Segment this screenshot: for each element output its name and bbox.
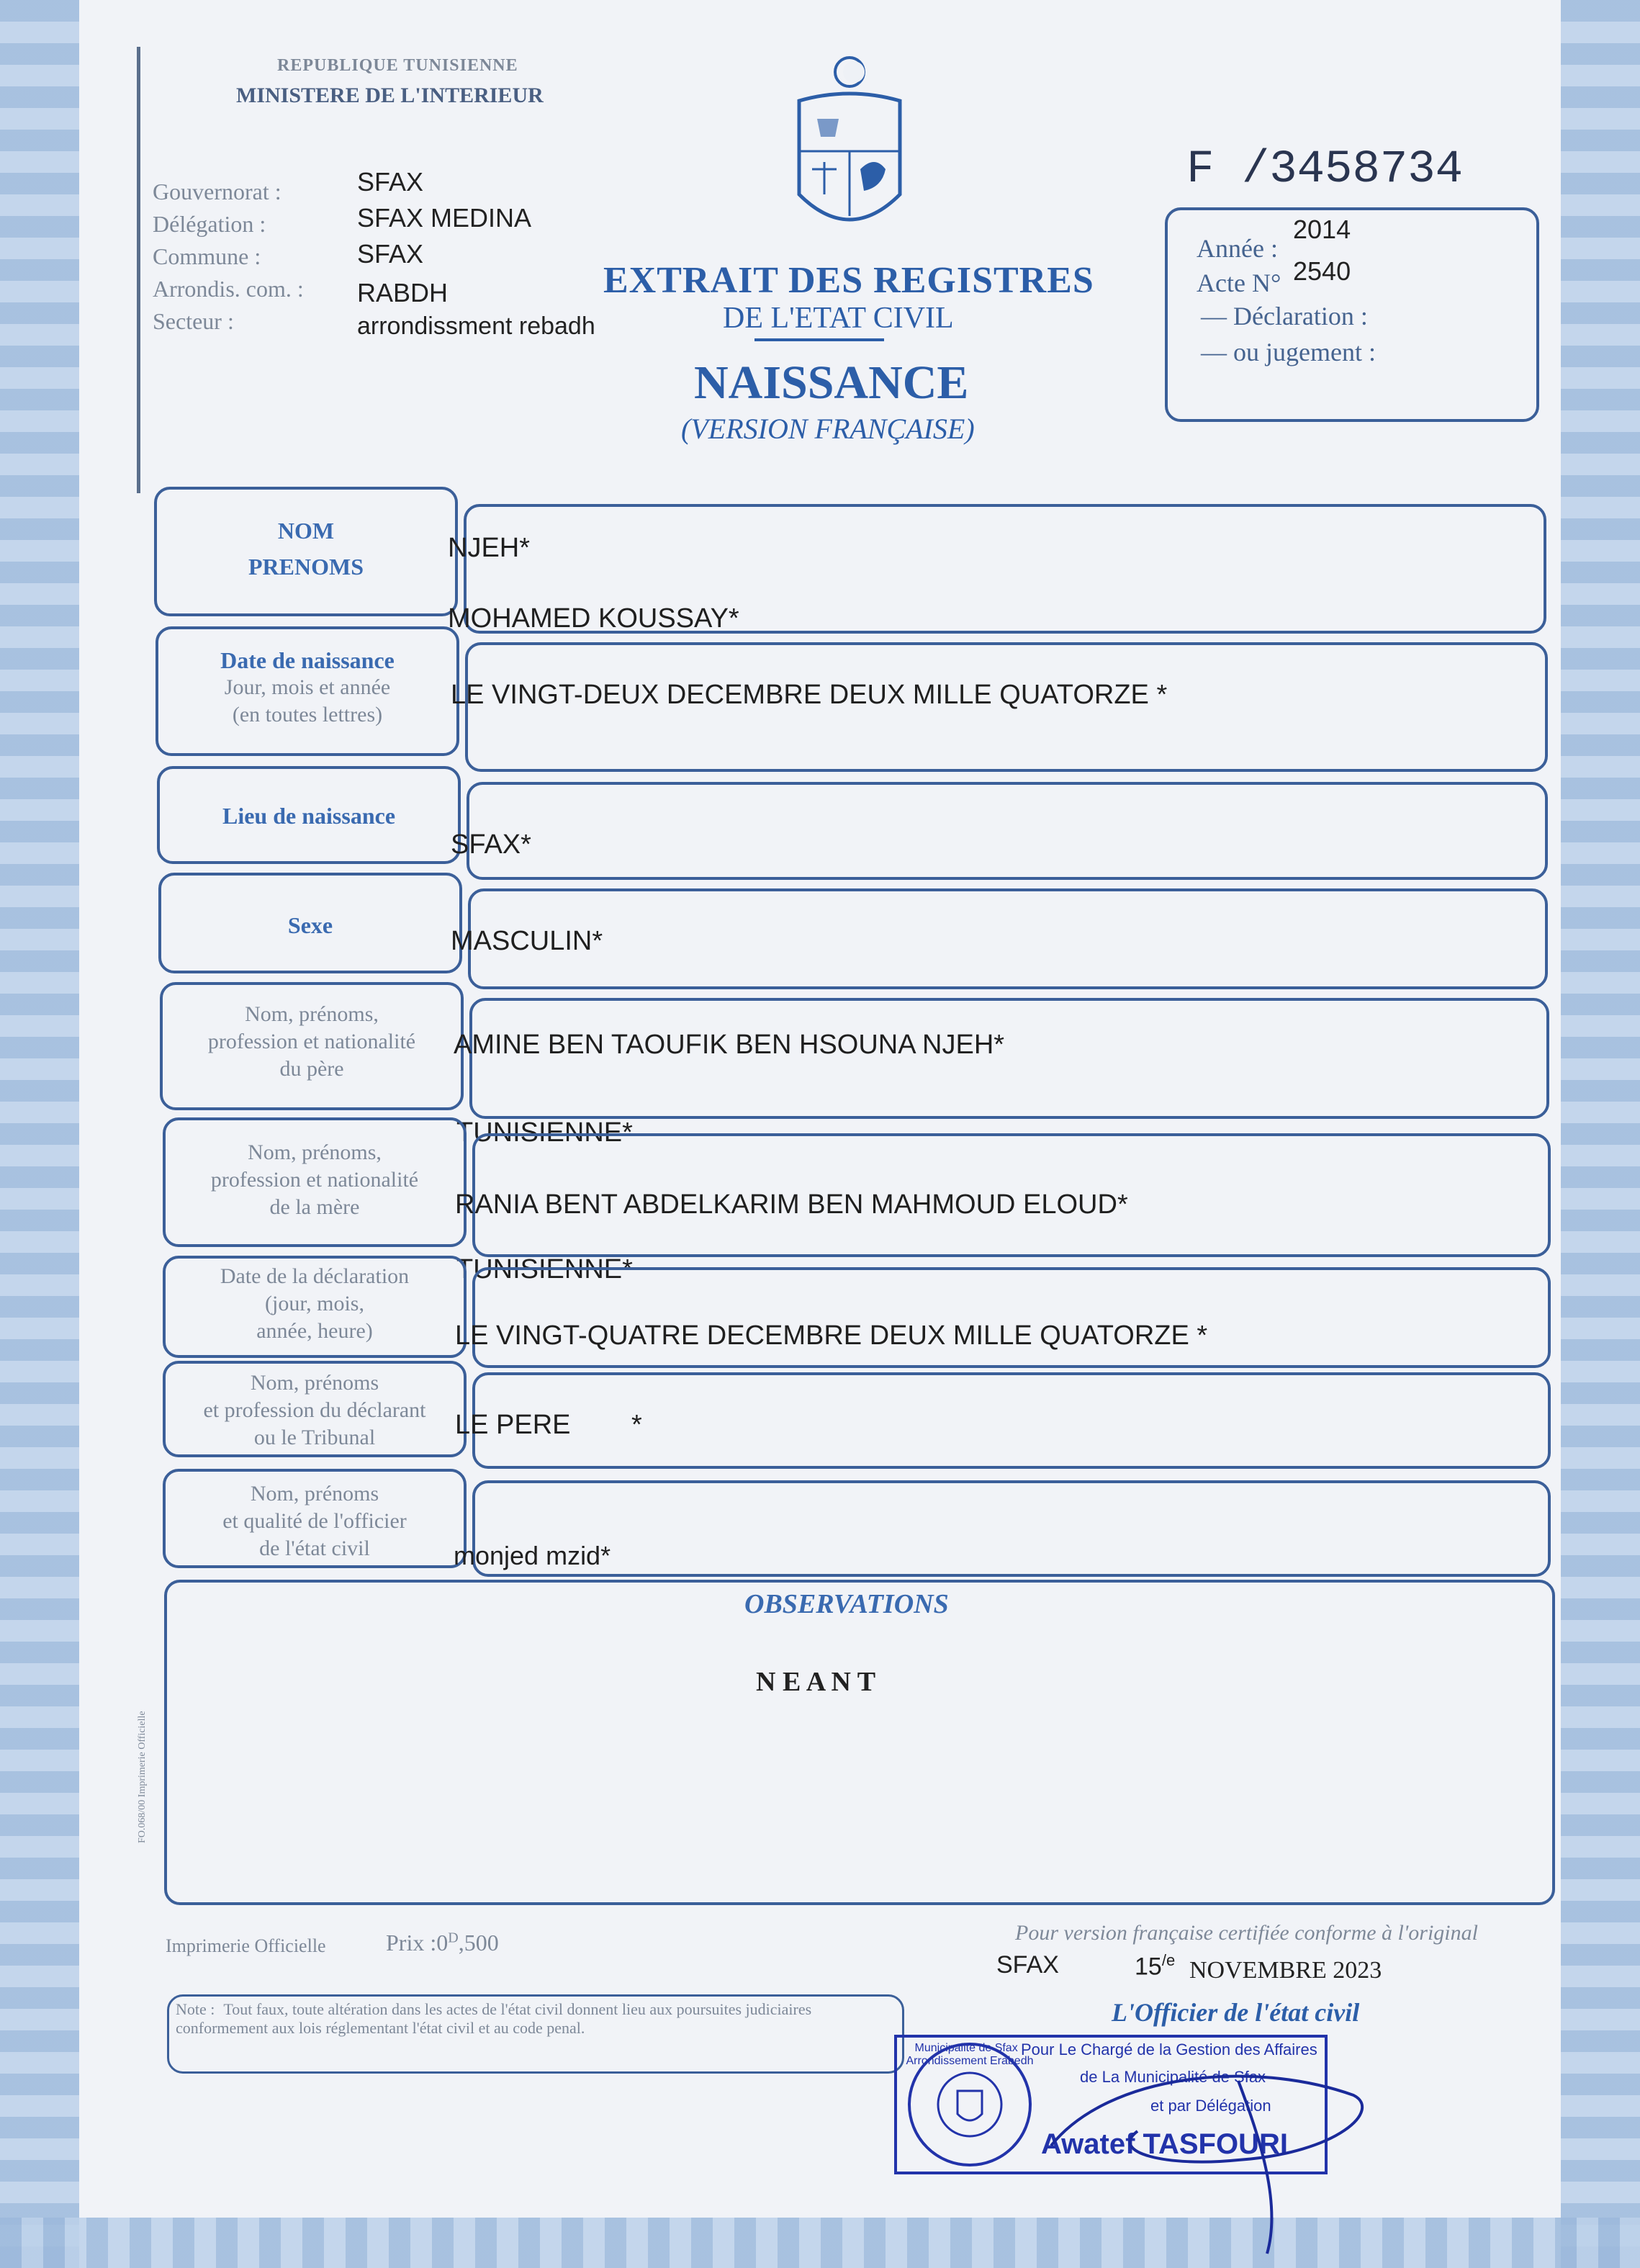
admin-label-0: Gouvernorat : — [153, 179, 281, 204]
annee-value: 2014 — [1293, 215, 1351, 244]
stamp-round-text: Municipalité de Sfax · Arrondissement Erabedh — [906, 2042, 1034, 2067]
stamp-line-2: de La Municipalité de Sfax — [1080, 2068, 1266, 2086]
value-mere-nationalite: TUNISIENNE* — [456, 1254, 633, 1284]
declaration-label: — Déclaration : — [1201, 302, 1368, 330]
row-label-mere: Nom, prénoms, profession et nationalité de la mère — [210, 1140, 419, 1219]
admin-label-4: Secteur : — [153, 308, 234, 334]
row-value-box-declaration — [472, 1267, 1551, 1368]
value-date-naissance: LE VINGT-DEUX DECEMBRE DEUX MILLE QUATORZE * — [451, 680, 1168, 710]
row-value-box-lieu — [467, 782, 1548, 880]
republic-label: REPUBLIQUE TUNISIENNE — [277, 56, 518, 75]
annee-label: Année : — [1197, 234, 1278, 263]
row-label-officier: Nom, prénoms et qualité de l'officier de l'état civil — [222, 1482, 407, 1560]
certified-text: Pour version française certifiée conforme à l'original — [1015, 1921, 1478, 1945]
row-value-box-sexe — [468, 888, 1548, 989]
row-label-nom: NOM PRENOMS — [248, 518, 364, 580]
coat-of-arms-icon — [785, 50, 914, 245]
title-etat-civil: DE L'ETAT CIVIL — [723, 302, 954, 335]
security-border-right — [1561, 0, 1640, 2268]
title-version: (VERSION FRANÇAISE) — [681, 413, 975, 445]
prix-label: Prix $:0^D,500$ — [386, 1930, 499, 1956]
admin-value-2: SFAX — [357, 239, 424, 269]
stamp-line-3: et par Délégation — [1150, 2097, 1271, 2115]
side-print: FO.068/00 Imprimerie Officielle — [137, 1711, 148, 1843]
jugement-label: — ou jugement : — [1201, 338, 1376, 366]
title-underline — [754, 338, 884, 341]
stamp-name: Awatef TASFOURI — [1041, 2128, 1288, 2160]
value-nom: NJEH* — [448, 533, 531, 563]
row-label-pere: Nom, prénoms, profession et nationalité du père — [207, 1002, 416, 1081]
value-officier: monjed mzid* — [454, 1541, 611, 1570]
footer-date: $15^{/e}$ — [1135, 1951, 1176, 1981]
observations-box — [164, 1580, 1555, 1905]
admin-label-3: Arrondis. com. : — [153, 276, 304, 302]
admin-value-1: SFAX MEDINA — [357, 203, 532, 233]
admin-value-0: SFAX — [357, 167, 424, 197]
admin-value-4: arrondissment rebadh — [357, 312, 595, 340]
note-text: Note : Tout faux, toute altération dans les actes de l'état civil donnent lieu aux poursuites judiciaires conformement aux lois réglementant l'état civil et au code penal. — [176, 2000, 812, 2037]
value-declarant: LE PERE * — [455, 1410, 642, 1440]
row-label-date-naissance: Date de naissance Jour, mois et année (en toutes lettres) — [220, 647, 395, 726]
value-sexe: MASCULIN* — [451, 926, 603, 956]
officer-label: L'Officier de l'état civil — [1112, 1998, 1360, 2027]
acte-value: 2540 — [1293, 256, 1351, 286]
row-value-box-officier — [472, 1480, 1551, 1577]
signature-icon — [1022, 2030, 1382, 2261]
row-label-declarant: Nom, prénoms et profession du déclarant ou le Tribunal — [203, 1371, 426, 1449]
acte-label: Acte N° — [1197, 269, 1281, 297]
value-lieu: SFAX* — [451, 829, 531, 860]
admin-value-3: RABDH — [357, 278, 449, 307]
row-label-sexe: Sexe — [287, 912, 333, 938]
title-registres: EXTRAIT DES REGISTRES — [603, 260, 1094, 301]
row-label-declaration: Date de la déclaration (jour, mois, année, heure) — [220, 1264, 410, 1343]
observations-value: N E A N T — [756, 1667, 876, 1697]
observations-title: OBSERVATIONS — [744, 1589, 949, 1619]
security-border-bottom — [0, 2218, 1640, 2268]
value-prenoms: MOHAMED KOUSSAY* — [448, 603, 739, 634]
row-label-lieu: Lieu de naissance — [222, 803, 396, 829]
admin-label-2: Commune : — [153, 243, 261, 269]
value-pere-nationalite: TUNISIENNE* — [456, 1117, 633, 1148]
admin-label-1: Délégation : — [153, 211, 266, 237]
value-pere: AMINE BEN TAOUFIK BEN HSOUNA NJEH* — [454, 1030, 1005, 1060]
header-divider — [137, 47, 140, 493]
security-border-left — [0, 0, 79, 2268]
serial-number: F /3458734 — [1186, 144, 1464, 196]
value-declaration: LE VINGT-QUATRE DECEMBRE DEUX MILLE QUATORZE * — [455, 1320, 1208, 1351]
footer-month-year: NOVEMBRE 2023 — [1189, 1957, 1382, 1984]
title-naissance: NAISSANCE — [694, 356, 969, 409]
imprimerie-label: Imprimerie Officielle — [166, 1935, 326, 1956]
stamp-line-1: Pour Le Chargé de la Gestion des Affaires — [1021, 2040, 1317, 2058]
value-mere: RANIA BENT ABDELKARIM BEN MAHMOUD ELOUD* — [455, 1189, 1128, 1220]
footer-place: SFAX — [996, 1951, 1059, 1979]
ministry-label: MINISTERE DE L'INTERIEUR — [236, 84, 544, 107]
